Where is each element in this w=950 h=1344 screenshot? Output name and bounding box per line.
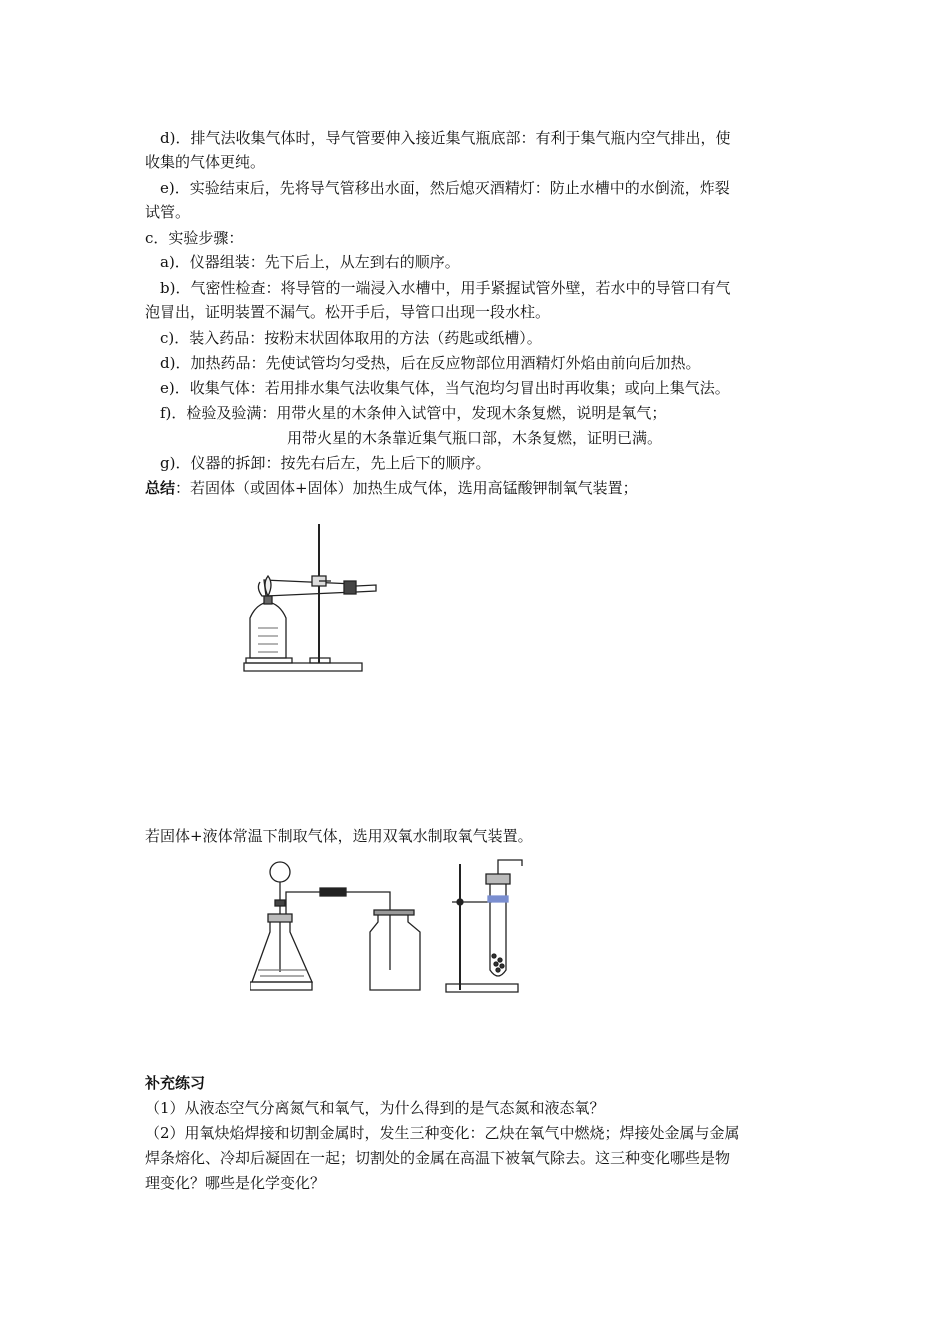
text-e-line1: e)．实验结束后，先将导气管移出水面，然后熄灭酒精灯：防止水槽中的水倒流，炸裂 bbox=[160, 179, 730, 197]
conical-flask bbox=[252, 917, 312, 982]
gas-jar bbox=[370, 912, 420, 990]
exercise-q2-line1: （2）用氧炔焰焊接和切割金属时，发生三种变化：乙炔在氧气中燃烧；焊接处金属与金属 bbox=[145, 1124, 740, 1142]
step-g: g)．仪器的拆卸：按先右后左，先上后下的顺序。 bbox=[160, 454, 491, 472]
exercise-q2-line2: 焊条熔化、冷却后凝固在一起；切割处的金属在高温下被氧气除去。这三种变化哪些是物 bbox=[145, 1149, 731, 1167]
heating-apparatus-figure bbox=[236, 518, 386, 678]
step-f-line2: 用带火星的木条靠近集气瓶口部，木条复燃，证明已满。 bbox=[287, 429, 663, 447]
exercise-q1: （1）从液态空气分离氮气和氧气，为什么得到的是气态氮和液态氧？ bbox=[145, 1099, 605, 1117]
step-b-line1: b)．气密性检查：将导管的一端浸入水槽中，用手紧握试管外壁，若水中的导管口有气 bbox=[160, 279, 731, 297]
step-f-line1: f)．检验及验满：用带火星的木条伸入试管中，发现木条复燃，说明是氧气； bbox=[160, 404, 667, 422]
text-d-line2: 收集的气体更纯。 bbox=[145, 153, 266, 171]
peroxide-apparatus-figure bbox=[250, 852, 530, 1002]
test-tube bbox=[264, 580, 354, 596]
liquid-method-text: 若固体+液体常温下制取气体，选用双氧水制取氧气装置。 bbox=[145, 827, 533, 845]
alcohol-lamp bbox=[250, 602, 286, 658]
summary-line bbox=[145, 478, 638, 498]
funnel-bulb bbox=[270, 862, 290, 882]
stand-base bbox=[244, 663, 362, 671]
step-e: e)．收集气体：若用排水集气法收集气体，当气泡均匀冒出时再收集；或向上集气法。 bbox=[160, 379, 730, 397]
step-b-line2: 泡冒出，证明装置不漏气。松开手后，导管口出现一段水柱。 bbox=[145, 303, 551, 321]
steps-heading: c．实验步骤： bbox=[145, 229, 244, 247]
summary-label: 总结 bbox=[145, 479, 176, 497]
step-a: a)．仪器组装：先下后上，从左到右的顺序。 bbox=[160, 253, 460, 271]
exercise-q2-line3: 理变化？哪些是化学变化？ bbox=[145, 1174, 326, 1192]
step-c: c)．装入药品：按粉末状固体取用的方法（药匙或纸槽）。 bbox=[160, 329, 542, 347]
exercise-heading: 补充练习 bbox=[145, 1074, 206, 1092]
step-d: d)．加热药品：先使试管均匀受热，后在反应物部位用酒精灯外焰由前向后加热。 bbox=[160, 354, 701, 372]
text-d-line1: d)．排气法收集气体时，导气管要伸入接近集气瓶底部：有利于集气瓶内空气排出，使 bbox=[160, 129, 731, 147]
text-e-line2: 试管。 bbox=[145, 203, 191, 221]
summary-text: ：若固体（或固体+固体）加热生成气体，选用高锰酸钾制氧气装置； bbox=[175, 479, 638, 497]
stand-base-2 bbox=[446, 984, 518, 992]
